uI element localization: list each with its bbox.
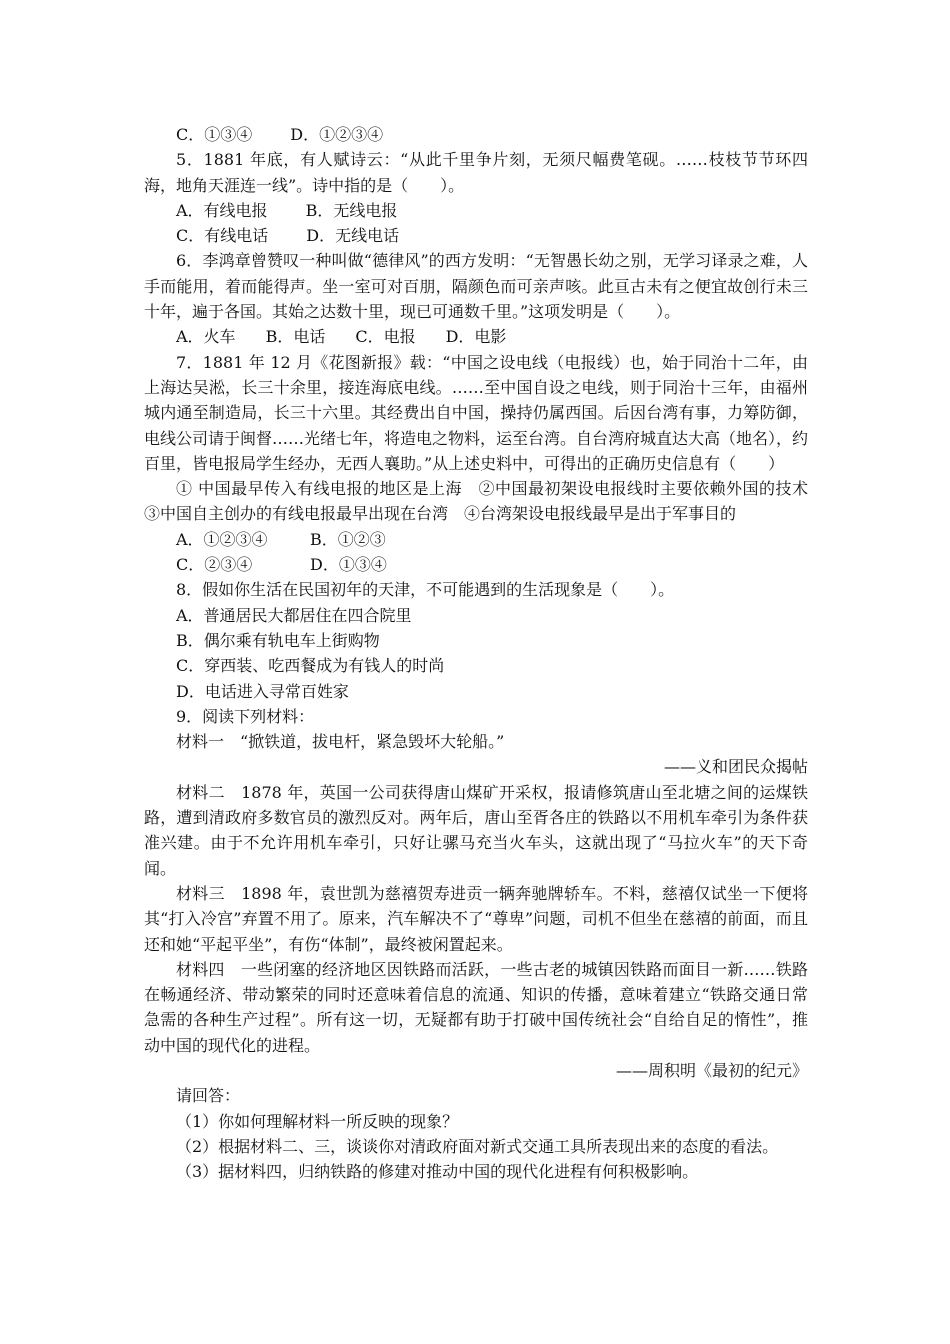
q6-options-row	[144, 324, 808, 349]
q5-option-a: A．有线电报	[176, 200, 268, 220]
q4-option-d: D．①②③④	[290, 125, 384, 144]
q4-option-c: C．①③④	[176, 125, 253, 144]
q9-material-2: 材料二 1878 年，英国一公司获得唐山煤矿开采权，报请修筑唐山至北塘之间的运煤铁路，遭到清政府多数官员的激烈反对。两年后，唐山至胥各庄的铁路以不用机车牵引为条件获准兴建。由于不允许用机车牵引，只好让骡马充当火车头，这就出现了“马拉火车”的天下奇闻。	[144, 782, 808, 878]
q6-option-c: C．电报	[355, 327, 416, 347]
q9-stem: 9．阅读下列材料：	[176, 706, 315, 726]
q7-options-row-2	[144, 552, 808, 577]
q5-option-d: D．无线电话	[306, 226, 400, 246]
q5-options-row-2	[144, 223, 808, 248]
q6-stem: 6．李鸿章曾赞叹一种叫做“德律风”的西方发明：“无智愚长幼之别，无学习译录之难，人手而能用，着而能得声。坐一室可对百朋，隔颜色而可亲声咳。此亘古未有之便宜故创行未三十年，遍于各国。其始之达数十里，现已可通数千里。”这项发明是（ ）。	[144, 251, 808, 322]
exam-page	[144, 122, 825, 1184]
q9-material-4-source: ——周积明《最初的纪元》	[615, 1060, 808, 1080]
q6-option-b: B．电话	[265, 327, 326, 347]
q9-material-3: 材料三 1898 年，袁世凯为慈禧贺寿进贡一辆奔驰牌轿车。不料，慈禧仅试坐一下便将其“打入冷宫”弃置不用了。原来，汽车解决不了“尊卑”问题，司机不但坐在慈禧的前面，而且还和她“平起平坐”，有伤“体制”，最终被闲置起来。	[144, 883, 808, 954]
q9-material-1-source: ——义和团民众揭帖	[663, 757, 808, 777]
q8-option-c: C．穿西装、吃西餐成为有钱人的时尚	[176, 656, 445, 676]
q9-ask: 请回答：	[176, 1086, 241, 1106]
q8-option-a: A．普通居民大都居住在四合院里	[176, 605, 412, 625]
q7-option-c: C．②③④	[176, 555, 253, 575]
q5-option-b: B．无线电报	[305, 200, 398, 220]
q7-option-b: B．①②③	[310, 529, 386, 549]
q9-subquestion-3: （3）据材料四，归纳铁路的修建对推动中国的现代化进程有何积极影响。	[176, 1162, 699, 1182]
q6-option-d: D．电影	[445, 327, 507, 347]
q9-material-1: 材料一 “掀铁道，拔电杆，紧急毁坏大轮船。”	[176, 732, 505, 752]
q8-option-b: B．偶尔乘有轨电车上街购物	[176, 630, 380, 650]
q7-options-row-1	[144, 527, 808, 552]
q7-option-d: D．①③④	[310, 555, 387, 575]
q7-stem: 7．1881 年 12 月《花图新报》载：“中国之设电线（电报线）也，始于同治十二年，由上海达吴淞，长三十余里，接连海底电线。……至中国自设之电线，则于同治十三年，由福州城内通至制造局，长三十六里。其经费出自中国，操持仍属西国。后因台湾有事，力筹防御，电线公司请于闽督……光绪七年，将造电之物料，运至台湾。自台湾府城直达大高（地名），约百里，皆电报局学生经办，无西人襄助。”从上述史料中，可得出的正确历史信息有（ ）	[144, 352, 809, 473]
q7-option-a: A．①②③④	[176, 529, 268, 549]
q8-stem: 8．假如你生活在民国初年的天津，不可能遇到的生活现象是（ ）。	[176, 580, 675, 600]
q5-option-c: C．有线电话	[176, 226, 269, 246]
q8-option-d: D．电话进入寻常百姓家	[176, 681, 349, 701]
q9-material-4: 材料四 一些闭塞的经济地区因铁路而活跃，一些古老的城镇因铁路而面目一新……铁路在畅通经济、带动繁荣的同时还意味着信息的流通、知识的传播，意味着建立“铁路交通日常急需的各种生产过程”。所有这一切，无疑都有助于打破中国传统社会“自给自足的惰性”，推动中国的现代化的进程。	[144, 959, 808, 1055]
q9-subquestion-2: （2）根据材料二、三，谈谈你对清政府面对新式交通工具所表现出来的态度的看法。	[176, 1136, 779, 1156]
q5-stem: 5．1881 年底，有人赋诗云：“从此千里争片刻，无须尺幅费笔砚。……枝枝节节环四海，地角天涯连一线”。诗中指的是（ ）。	[144, 150, 808, 195]
q4-options-row	[144, 122, 808, 147]
q9-subquestion-1: （1）你如何理解材料一所反映的现象？	[176, 1111, 459, 1131]
q6-option-a: A．火车	[176, 327, 236, 347]
q7-statements: ① 中国最早传入有线电报的地区是上海 ②中国最初架设电报线时主要依赖外国的技术 ③中国自主创办的有线电报最早出现在台湾 ④台湾架设电报线最早是出于军事目的	[144, 479, 825, 524]
q5-options-row-1	[144, 198, 808, 223]
